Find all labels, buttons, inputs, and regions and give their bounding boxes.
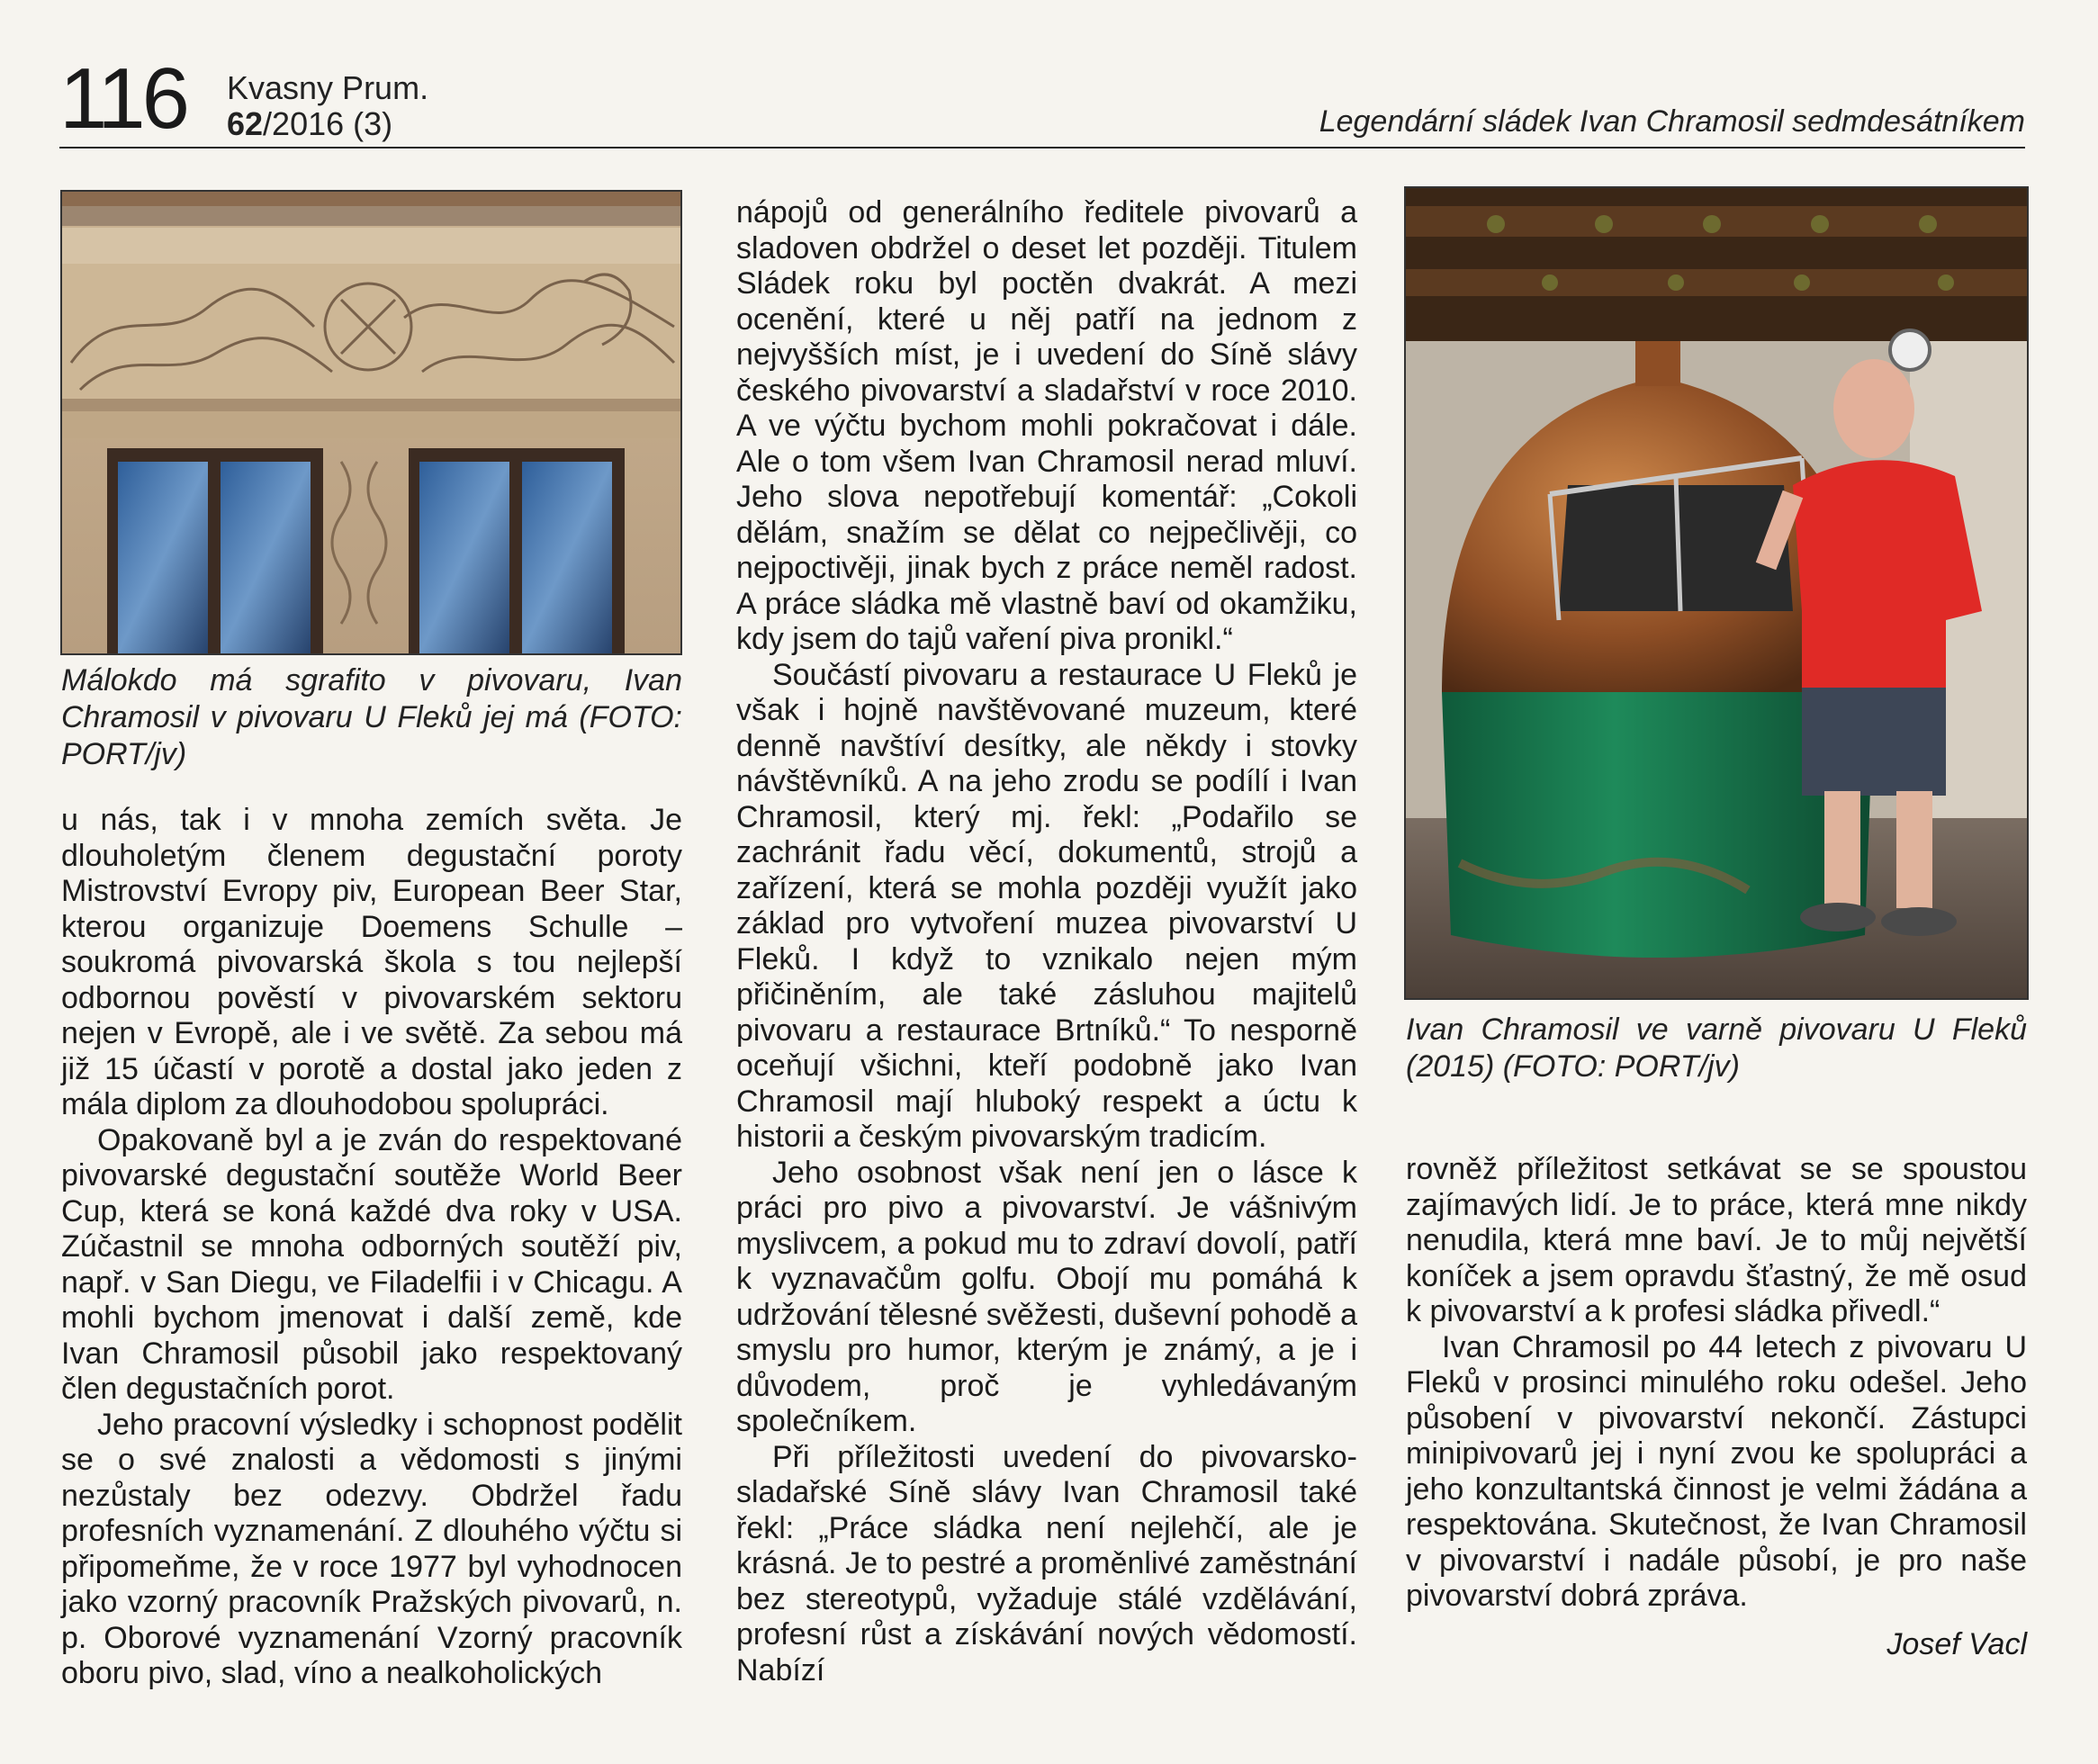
page-header (0, 0, 2098, 153)
article-column-2 (736, 195, 1357, 1688)
sgraffito-facade-photo (60, 190, 682, 655)
paragraph: Součástí pivovaru a restaurace U Fleků je však i hojně navštěvované muzeum, které denně navštíví desítky, ale někdy i stovky návštěvníků. A na jeho zrodu se podílí i Ivan Chramosil, který mj. řekl: „Podařilo se zachránit řadu věcí, dokumentů, strojů a zařízení, která se mohla později využít jako základ pro vytvoření muzea pivovarství U Fleků. I když to vznikalo nejen mým přičiněním, ale také zásluhou majitelů pivovaru a restaurace Brtníků.“ To nesporně oceňují všichni, kteří podobně jako Ivan Chramosil mají hluboký respekt a úctu k historii a českým pivovarským tradicím. (736, 657, 1357, 1154)
brewhouse-photo (1404, 186, 2029, 1000)
paragraph: nápojů od generálního ředitele pivovarů a sladoven obdržel o deset let později. Titulem Sládek roku byl poctěn dvakrát. A mezi ocenění, které u něj patří na jednom z nejvyšších míst, je i uvedení do Síně slávy českého pivovarství a sladařství v roce 2010. A ve výčtu bychom mohli pokračovat i dále. Ale o tom všem Ivan Chramosil nerad mluví. Jeho slova nepotřebují komentář: „Cokoli dělám, snažím se dělat co nejpečlivěji, co nejpoctivěji, jinak bych z práce neměl radost. A práce sládka mě vlastně baví od okamžiku, kdy jsem do tajů vaření piva pronikl.“ (736, 195, 1357, 656)
paragraph: u nás, tak i v mnoha zemích světa. Je dlouholetým členem degustační poroty Mistrovství Evropy piv, European Beer Star, kterou organizuje Doemens Schulle – soukromá pivovarská škola s tou nejlepší odbornou pověstí v pivovarském sektoru nejen v Evropě, ale i ve světě. Za sebou má již 15 účastí v porotě a dostal jako jeden z mála diplom za dlouhodobou spolupráci. (61, 803, 682, 1121)
journal-name: Kvasny Prum. (227, 69, 429, 106)
header-rule (59, 147, 2025, 148)
article-column-1 (61, 803, 682, 1692)
page-number: 116 (59, 50, 187, 147)
paragraph: Jeho pracovní výsledky i schopnost podělit se o své znalosti a vědomosti s jinými nezůstaly bez odezvy. Obdržel řadu profesních vyznamenání. Z dlouhého výčtu si připomeňme, že v roce 1977 byl vyhodnocen jako vzorný pracovník Pražských pivovarů, n. p. Oborové vyznamenání Vzorný pracovník oboru pivo, slad, víno a nealkoholických (61, 1407, 682, 1690)
journal-volume-issue (227, 106, 428, 142)
journal-volume: 62 (227, 105, 264, 142)
journal-issue: /2016 (3) (263, 105, 393, 142)
journal-citation (227, 70, 428, 142)
paragraph: Ivan Chramosil po 44 letech z pivovaru U Fleků v prosinci minulého roku odešel. Jeho působení v pivovarství nekončí. Zástupci minipivovarů jej i nyní zvou ke spolupráci a jeho konzultantská činnost je velmi žádána a respektována. Skutečnost, že Ivan Chramosil v pivovarství i nadále působí, je pro naše pivovarství dobrá zpráva. (1406, 1329, 2027, 1613)
paragraph: Jeho osobnost však není jen o lásce k práci pro pivo a pivovarství. Je vášnivým myslivcem, a pokud mu to zdraví dovolí, patří k vyznavačům golfu. Obojí mu pomáhá k udržování tělesné svěžesti, duševní pohodě a smyslu pro humor, kterým je známý, a je i důvodem, proč je vyhledávaným společníkem. (736, 1155, 1357, 1438)
paragraph: Opakovaně byl a je zván do respektované pivovarské degustační soutěže World Beer Cup, která se koná každé dva roky v USA. Zúčastnil se mnoha odborných soutěží piv, např. v San Diegu, ve Filadelfii i v Chicagu. A mohli bychom jmenovat i další země, kde Ivan Chramosil působil jako respektovaný člen degustačních porot. (61, 1122, 682, 1406)
running-title: Legendární sládek Ivan Chramosil sedmdesátníkem (1319, 104, 2025, 139)
left-photo-caption: Málokdo má sgrafito v pivovaru, Ivan Chramosil v pivovaru U Fleků jej má (FOTO: PORT/jv) (61, 663, 682, 771)
article-column-3 (1406, 1152, 2027, 1662)
paragraph: Při příležitosti uvedení do pivovarsko-sladařské Síně slávy Ivan Chramosil také řekl: „Práce sládka není nejlehčí, ale je krásná. Je to pestré a proměnlivé zaměstnání bez stereotypů, vyžaduje stálé vzdělávání, profesní růst a získávání nových vědomostí. Nabízí (736, 1439, 1357, 1688)
paragraph: rovněž příležitost setkávat se se spoustou zajímavých lidí. Je to práce, která mne nikdy nenudila, která mne baví. Je to můj největší koníček a jsem opravdu šťastný, že mě osud k pivovarství a k profesi sládka přivedl.“ (1406, 1152, 2027, 1328)
right-photo-caption: Ivan Chramosil ve varně pivovaru U Fleků (2015) (FOTO: PORT/jv) (1406, 1012, 2027, 1084)
author-signature: Josef Vacl (1886, 1626, 2027, 1661)
